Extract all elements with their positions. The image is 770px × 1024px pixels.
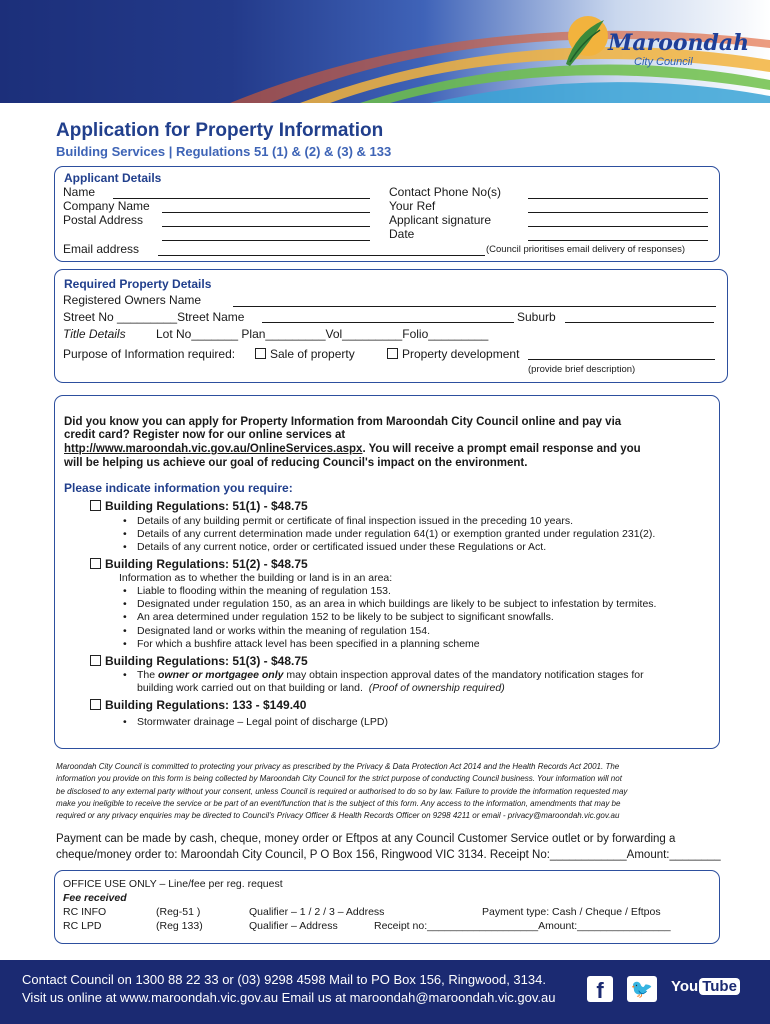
sale-option[interactable] [255,347,355,361]
reg-51-2-title: Building Regulations: 51(2) - $48.75 [105,557,308,571]
online-services-link[interactable]: http://www.maroondah.vic.gov.au/OnlineServices.aspx [64,443,363,455]
name-field[interactable] [113,198,370,199]
reg-51-1-bullet-3: • Details of any current notice, order or certificated issued under these Regulations or Act. [137,541,546,553]
email-label: Email address [63,242,140,256]
reg-133-title: Building Regulations: 133 - $149.40 [105,698,307,712]
twitter-icon[interactable]: 🐦 [627,976,657,1002]
development-label: Property development [402,347,520,361]
privacy-line-4: make you ineligible to receive the service or be part of an event/function that is the subject of this form. Any access to the information, amendments that may be [56,799,621,808]
date-field[interactable] [528,240,708,241]
reg-133-label: (Reg 133) [156,920,203,932]
lot-plan-vol-folio-fields[interactable]: Lot No_______ Plan_________Vol_________Folio_________ [156,327,489,341]
header-banner [0,0,770,103]
street-name-field[interactable] [262,322,514,323]
date-label: Date [389,227,415,241]
promo-line-3-rest: . You will receive a prompt email response and you [362,443,641,455]
promo-line-2: credit card? Register now for our online services at [64,429,346,441]
company-label: Company Name [63,199,150,213]
applicant-section-title: Applicant Details [64,171,162,185]
signature-label: Applicant signature [389,213,492,227]
qualifier-1-label: Qualifier – 1 / 2 / 3 – Address [249,906,385,918]
privacy-line-5: required or any privacy enquiries may be directed to Council's Privacy Officer & Health Records Officer on 9298 4211 or email - privacy@maroondah.vic.gov.au [56,811,620,820]
development-checkbox[interactable] [387,348,398,359]
reg-51-2-bullet-4: • Designated land or works within the meaning of regulation 154. [137,625,430,637]
signature-field[interactable] [528,226,708,227]
reg-133-bullet-1: • Stormwater drainage – Legal point of discharge (LPD) [137,716,388,728]
reg-51-1-option[interactable] [90,499,308,513]
rc-lpd-label: RC LPD [63,920,102,932]
suburb-label: Suburb [517,310,556,324]
receipt-field[interactable]: Receipt no:___________________Amount:________________ [374,920,671,932]
office-title: OFFICE USE ONLY – Line/fee per reg. request [63,878,283,890]
reg-51-1-title: Building Regulations: 51(1) - $48.75 [105,499,308,513]
reg-51-3-title: Building Regulations: 51(3) - $48.75 [105,654,308,668]
reg-51-3-bullet-1-cont: building work carried out on that building or land. (Proof of ownership required) [137,682,505,694]
email-field[interactable] [158,255,485,256]
reg-51-2-checkbox[interactable] [90,558,101,569]
reg-51-3-option[interactable] [90,654,308,668]
logo-wordmark: Maroondah [608,30,750,56]
qualifier-2-label: Qualifier – Address [249,920,338,932]
brief-note: (provide brief description) [528,364,636,375]
contact-label: Contact Phone No(s) [389,185,502,199]
page-title: Application for Property Information [56,120,384,141]
payment-line-1: Payment can be made by cash, cheque, money order or Eftpos at any Council Customer Service outlet or by forwarding a [56,833,676,845]
require-heading: Please indicate information you require: [64,481,293,495]
purpose-label: Purpose of Information required: [63,347,236,361]
payment-type-label: Payment type: Cash / Cheque / Eftpos [482,906,661,918]
postal-field[interactable] [162,226,370,227]
owners-field[interactable] [233,306,716,307]
rc-info-label: RC INFO [63,906,107,918]
fee-received-label: Fee received [63,892,127,904]
reg-51-label: (Reg-51 ) [156,906,201,918]
reg-51-1-checkbox[interactable] [90,500,101,511]
privacy-line-2: information you provide on this form is being collected by Maroondah City Council for the strict purpose of conducting Council business. Your information will not [56,774,622,783]
reg-133-checkbox[interactable] [90,699,101,710]
postal-field-2[interactable] [162,240,370,241]
reg-51-2-bullet-5: • For which a bushfire attack level has been specified in a planning scheme [137,638,480,650]
promo-line-4: will be helping us achieve our goal of reducing Council's impact on the environment. [64,457,528,469]
reg-51-3-checkbox[interactable] [90,655,101,666]
facebook-icon[interactable]: f [587,976,613,1002]
privacy-line-1: Maroondah City Council is committed to protecting your privacy as prescribed by the Privacy & Data Protection Act 2014 and the Health Records Act 2001. The [56,762,620,771]
promo-line-1: Did you know you can apply for Property Information from Maroondah City Council online and pay via [64,416,622,428]
development-option[interactable] [387,347,519,361]
ref-label: Your Ref [389,199,436,213]
sale-checkbox[interactable] [255,348,266,359]
company-field[interactable] [162,212,370,213]
reg-133-option[interactable] [90,698,306,712]
reg-51-2-intro: Information as to whether the building or land is in an area: [119,572,393,584]
reg-51-2-bullet-3: • An area determined under regulation 152 to be likely to be subject to significant snowfalls. [137,611,554,623]
youtube-icon[interactable]: You Tube [671,978,740,995]
footer-contact-line: Contact Council on 1300 88 22 33 or (03) 9298 4598 Mail to PO Box 156, Ringwood, 3134. [22,972,546,987]
email-note: (Council prioritises email delivery of responses) [486,244,686,255]
promo-line-3 [64,443,641,455]
reg-51-1-bullet-2: • Details of any current determination made under regulation 64(1) or exemption granted under regulation 231(2). [137,528,655,540]
sale-label: Sale of property [270,347,355,361]
ref-field[interactable] [528,212,708,213]
page-subtitle: Building Services | Regulations 51 (1) & (2) & (3) & 133 [56,144,392,159]
name-label: Name [63,185,96,199]
property-section-title: Required Property Details [64,277,212,291]
logo-icon [560,12,608,68]
proof-note: (Proof of ownership required) [368,682,505,694]
footer-online-line[interactable]: Visit us online at www.maroondah.vic.gov.au Email us at maroondah@maroondah.vic.gov.au [22,990,556,1005]
contact-field[interactable] [528,198,708,199]
title-details-label: Title Details [63,327,126,341]
reg-51-2-option[interactable] [90,557,308,571]
street-label: Street No _________Street Name [63,310,245,324]
owners-label: Registered Owners Name [63,293,202,307]
suburb-field[interactable] [565,322,714,323]
privacy-line-3: be disclosed to any external party without your consent, unless Council is required or authorised to do so by law. Failure to provide the information requested may [56,787,628,796]
reg-51-1-bullet-1: • Details of any building permit or certificate of final inspection issued in the preceding 10 years. [137,515,573,527]
postal-label: Postal Address [63,213,144,227]
development-field[interactable] [528,359,715,360]
reg-51-2-bullet-2: • Designated under regulation 150, as an area in which buildings are likely to be subject to infestation by termites. [137,598,656,610]
logo-subtitle: City Council [634,56,693,68]
reg-51-3-bullet-1: • The owner or mortgagee only may obtain inspection approval dates of the mandatory notification stages for [137,669,644,681]
reg-51-2-bullet-1: • Liable to flooding within the meaning of regulation 153. [137,585,391,597]
payment-line-2: cheque/money order to: Maroondah City Council, P O Box 156, Ringwood VIC 3134. Receipt No:____________Amount:________ [56,849,721,861]
